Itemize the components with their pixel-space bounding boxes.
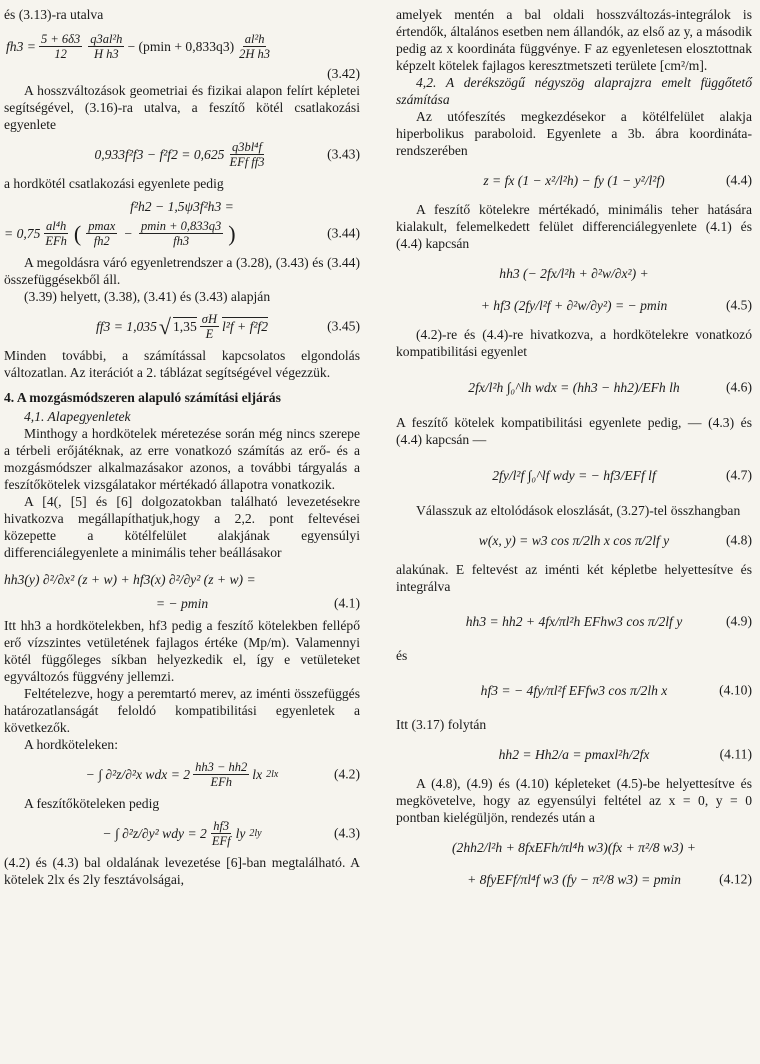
text-geometric: A hosszváltozások geometriai és fizikai alapon felírt képletei segítségével, (3.16)-ra utalva, a feszítő kötél csatlakozási egyenlete (4, 83, 360, 132)
text-feltetelezve: Feltételezve, hogy a peremtartó merev, az iménti összefüggés határozatlanságát feloldó kompatibilitási egyenletek a következők. (4, 686, 360, 735)
text-feszito-compat: A feszítő kötelek kompatibilitási egyenlete pedig, — (4.3) és (4.4) kapcsán — (396, 415, 752, 447)
text-minthogy: Minthogy a hordkötelek méretezése során még nincs szerepe a térbeli erőjátéknak, az erre vonatkozó számítás az erő- és a mozgásmódszer alkalmazásakor azonos, a további tárgyalás a feszítőkötelek vizsgálatakor mértékadó állapotra vonatkozik. (4, 426, 360, 492)
equation-3-44-line1: f²h2 − 1,5ψ3f²h3 = (130, 198, 234, 214)
equation-3-43: 0,933f²f3 − f²f2 = 0,625 $\frac{\text{q3bl⁴f}}{\text{EFf ff3}}$ (3.43) (94, 139, 360, 169)
text-helyettesitve: A (4.8), (4.9) és (4.10) képleteket (4.5)-be helyettesítve és megkövetelve, hogy az egyensúlyi feltétel az x = 0, y = 0 pontban kielégüljön, rendezés után a (396, 776, 752, 825)
equation-4-4: z = fx (1 − x²/l²h) − fy (1 − y²/l²f) (4.4) (483, 172, 752, 188)
text-hordkoteleken: A hordköteleken: (24, 737, 119, 752)
text-derivation: (4.2) és (4.3) bal oldalának levezetése [6]-ban megtalálható. A kötelek 2lx és 2ly fesztávolságai, (4, 855, 360, 887)
text-iteration: Minden további, a számítással kapcsolatos elgondolás változatlan. Az iterációt a 2. táblázat segítségével végezzük. (4, 348, 360, 380)
equation-3-44-line2: = 0,75 $\frac{\text{al⁴h}}{\text{EFh}}$ ( $\frac{pmax}{fh2}$ − $\frac{pmin + 0,833q3}{fh3}$ ) (3.44) (4, 218, 360, 248)
equation-4-7: 2fy/l²f ∫₀^lf wdy = − hf3/EFf lf (4.7) (492, 467, 752, 483)
equation-4-12-line1: (2hh2/l²h + 8fxEFh/πl⁴h w3)(fx + π²/8 w3) + (452, 839, 696, 855)
text-hordkotel: a hordkötél csatlakozási egyenlete pedig (4, 176, 224, 191)
equation-4-10: hf3 = − 4fy/πl²f EFfw3 cos π/2lh x (4.10) (480, 682, 752, 698)
subsection-heading-4-1: 4,1. Alapegyenletek (24, 409, 131, 424)
subsection-heading-4-2: 4,2. A derékszögű négyszög alaprajzra emelt függőtető számítása (396, 75, 752, 107)
equation-number-3-42: (3.42) (327, 66, 360, 81)
equation-4-9: hh3 = hh2 + 4fx/πl²h EFhw3 cos π/2lf y (4.9) (465, 613, 752, 629)
equation-4-5-line2: + hf3 (2fy/l²f + ∂²w/∂y²) = − pmin (4.5) (480, 297, 752, 313)
text-itt-317: Itt (3.17) folytán (396, 717, 487, 732)
text-itt: Itt hh3 a hordkötelekben, hf3 pedig a feszítő kötelekben fellépő erő vízszintes vetületének fajlagos értéke (Mp/m). Valamennyi kötél függőleges síkban helyezkedik el, így e vetületeket egyváltozós függvény jellemzi. (4, 618, 360, 684)
equation-4-1-line2: = − pmin (4.1) (155, 595, 360, 611)
text-feszitokoteleken: A feszítőköteleken pedig (24, 796, 160, 811)
equation-4-11: hh2 = Hh2/a = pmaxl²h/2fx (4.11) (498, 746, 752, 762)
text-feszito-teher: A feszítő kötelekre mértékadó, minimális teher hatására kialakult, felemelkedett felület differenciálegyenlete (4.1) és (4.4) kapcsán (396, 202, 752, 251)
equation-3-42: fh3 = $\frac{5 + 6\delta 3}{12}$ $\frac{\text{q3al²h}}{\text{H h3}}$ − (pmin + 0,833q3) $\frac{\text{al²h}}{\text{2H h3}}$ (6, 31, 271, 61)
text-alakunak: alakúnak. E feltevést az iménti két képletbe helyettesítve és integrálva (396, 562, 752, 594)
equation-3-45: ff3 = 1,035 √ 1,35 $\frac{\sigma H}{E}$ l²f + f²f2 (3.45) (95, 311, 360, 341)
text-instead: (3.39) helyett, (3.38), (3.41) és (3.43) alapján (24, 289, 271, 304)
section-heading-4: 4. A mozgásmódszeren alapuló számítási eljárás (4, 390, 281, 405)
equation-4-1-line1: hh3(y) ∂²/∂x² (z + w) + hf3(x) ∂²/∂y² (z + w) = (4, 571, 256, 587)
equation-4-8: w(x, y) = w3 cos π/2lh x cos π/2lf y (4.8) (478, 532, 752, 548)
equation-4-5-line1: hh3 (− 2fx/l²h + ∂²w/∂x²) + (499, 265, 649, 281)
text-hordkotel-compat: (4.2)-re és (4.4)-re hivatkozva, a hordkötelekre vonatkozó kompatibilitási egyenlet (396, 327, 752, 359)
equation-4-2: − ∫ ∂²z/∂²x wdx = 2 $\frac{hh3 - hh2}{\text{EFh}}$ lx 2lx (4.2) (85, 759, 360, 789)
equation-4-6: 2fx/l²h ∫₀^lh wdx = (hh3 − hh2)/EFh lh (4.6) (468, 379, 752, 395)
text-integrals: amelyek mentén a bal oldali hosszváltozás-integrálok is értendők, általános esetben nem állandók, az első az y, a második pedig az x koordináta függvénye. F az egyenletesen elosztottnak képzelt kötelek fajlagos keresztmetszeti területe [cm²/m]. (396, 7, 752, 73)
right-column (396, 6, 752, 896)
text-es: és (396, 648, 408, 663)
text-valasszuk: Válasszuk az eltolódások eloszlását, (3.27)-tel összhangban (416, 503, 741, 518)
text-system: A megoldásra váró egyenletrendszer a (3.28), (3.43) és (3.44) összefüggésekből áll. (4, 255, 360, 287)
text-references: A [4(, [5] és [6] dolgozatokban található levezetésekre hivatkozva megállapíthatjuk,hogy a 2,2. pont feltevései közepette a kötélfelület alakjának egyensúlyi differenciálegyenlete a minimális teher beállásakor (4, 494, 360, 560)
left-column (4, 6, 360, 888)
equation-4-12-line2: + 8fyEFf/πl⁴f w3 (fy − π²/8 w3) = pmin (4.12) (467, 871, 752, 887)
text-intro: és (3.13)-ra utalva (4, 7, 104, 22)
text-utofeszites: Az utófeszítés megkezdésekor a kötélfelület alakja hiperbolikus paraboloid. Egyenlete a 3b. ábra koordináta-rendszerében (396, 109, 752, 158)
equation-4-3: − ∫ ∂²z/∂y² wdy = 2 $\frac{hf3}{\text{EFf}}$ ly 2ly (4.3) (102, 818, 360, 848)
